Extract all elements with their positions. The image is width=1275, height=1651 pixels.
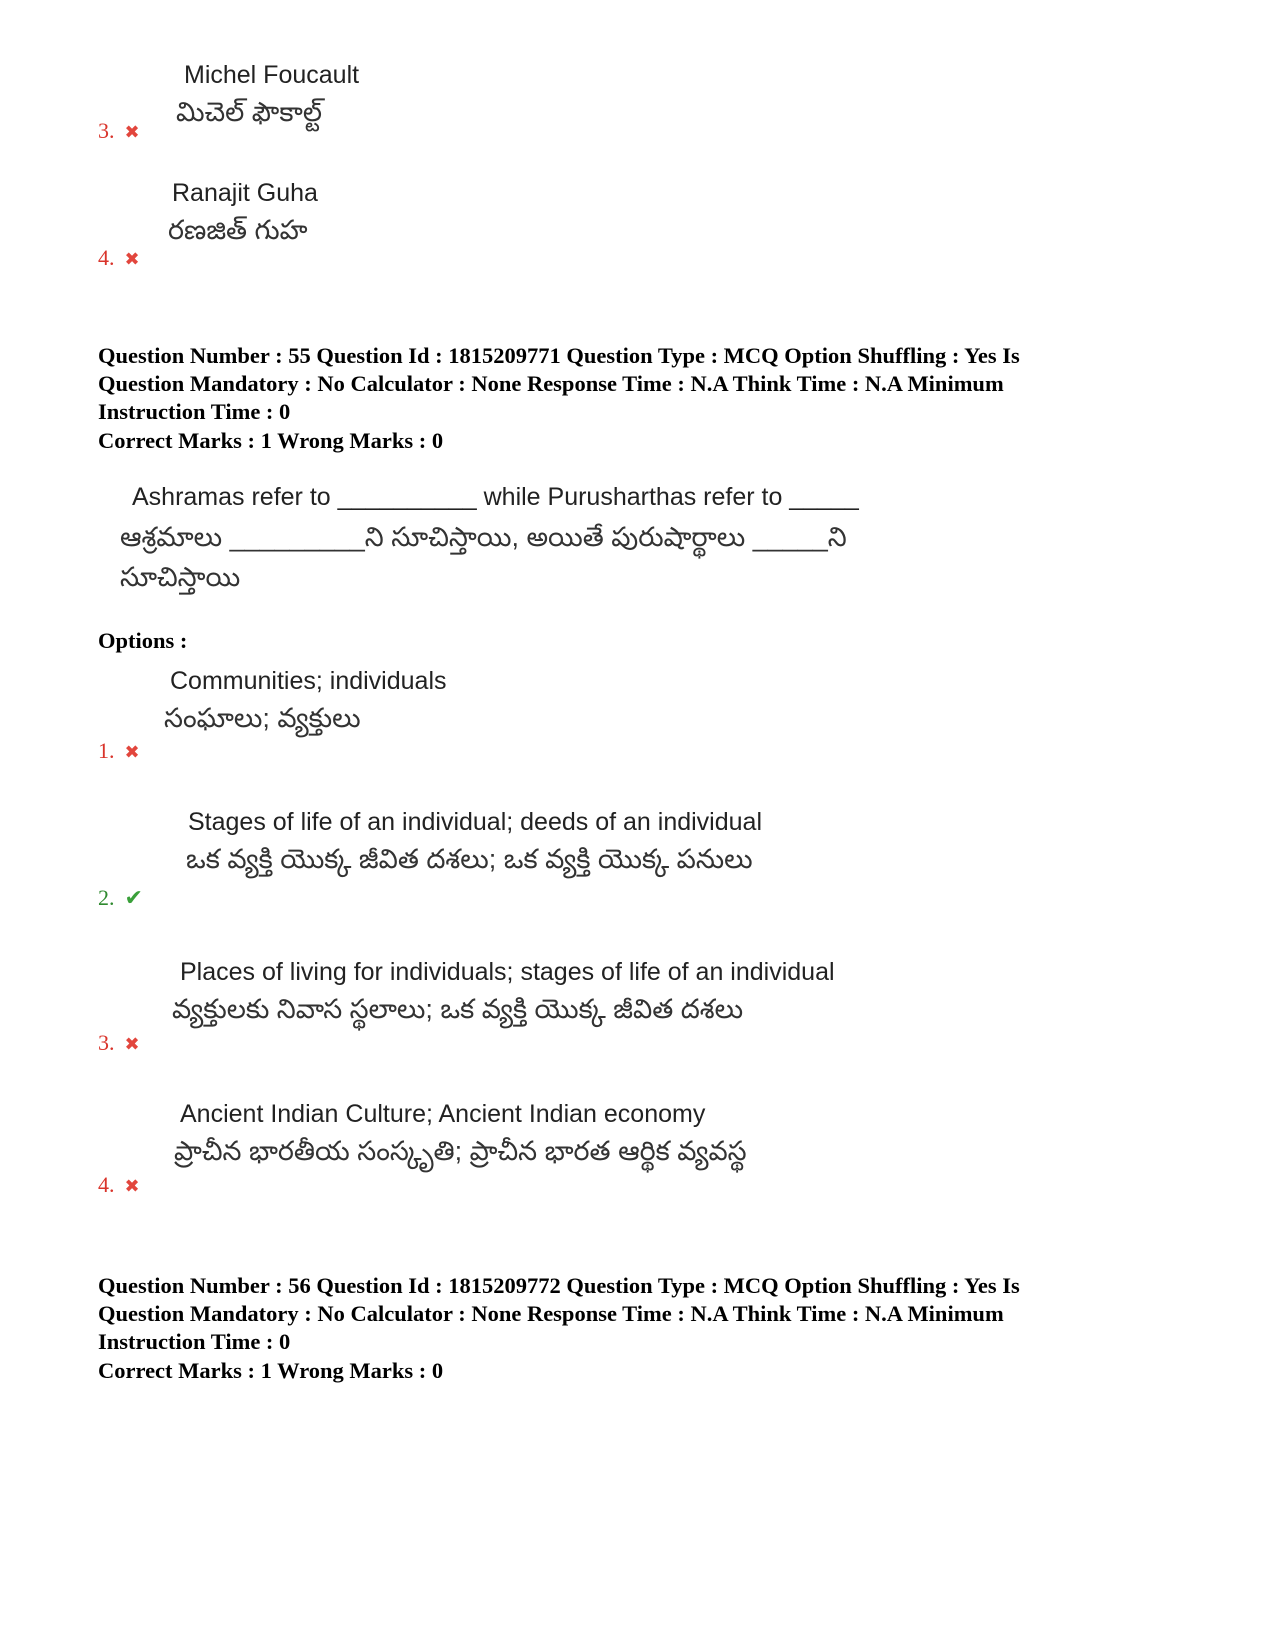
option-number xyxy=(98,885,143,912)
option-number xyxy=(98,118,140,146)
question-meta-line: Question Mandatory : No Calculator : None Response Time : N.A Think Time : N.A Minimum xyxy=(98,371,1004,396)
cross-icon: ✖ xyxy=(124,249,140,270)
option-text-en: Ancient Indian Culture; Ancient Indian economy xyxy=(180,1100,706,1128)
option-image xyxy=(176,58,359,132)
check-icon: ✔ xyxy=(124,886,143,911)
question-meta-line: Question Number : 55 Question Id : 1815209771 Question Type : MCQ Option Shuffling : Yes Is xyxy=(98,343,1020,368)
option-text-te: మిచెల్ ఫౌకాల్ట్ xyxy=(176,97,322,127)
question-marks: Correct Marks : 1 Wrong Marks : 0 xyxy=(98,1358,444,1383)
cross-icon: ✖ xyxy=(124,1176,140,1197)
question-stem-te: సూచిస్తాయి xyxy=(120,562,241,592)
cross-icon: ✖ xyxy=(124,122,140,143)
question-meta xyxy=(98,342,1178,426)
option-number-label: 3. xyxy=(98,1030,115,1055)
question-meta-line: Instruction Time : 0 xyxy=(98,399,291,424)
option-number xyxy=(98,245,140,273)
question-marks: Correct Marks : 1 Wrong Marks : 0 xyxy=(98,428,444,453)
question-meta-line: Question Mandatory : No Calculator : None Response Time : N.A Think Time : N.A Minimum xyxy=(98,1301,1004,1326)
option-text-en: Communities; individuals xyxy=(170,667,447,695)
option-number-label: 2. xyxy=(98,885,115,910)
option-image xyxy=(164,664,447,738)
option-text-te: సంఘాలు; వ్యక్తులు xyxy=(164,703,361,733)
option-number xyxy=(98,1030,140,1058)
option-text-te: ఒక వ్యక్తి యొక్క జీవిత దశలు; ఒక వ్యక్తి యొక్క పనులు xyxy=(186,844,753,874)
option-image xyxy=(186,805,762,879)
question-meta-line: Question Number : 56 Question Id : 1815209772 Question Type : MCQ Option Shuffling : Yes Is xyxy=(98,1273,1020,1298)
question-stem-image xyxy=(120,478,859,598)
option-text-en: Ranajit Guha xyxy=(172,179,318,207)
option-text-en: Stages of life of an individual; deeds of an individual xyxy=(188,808,762,836)
option-number-label: 4. xyxy=(98,245,115,270)
option-image xyxy=(168,176,318,250)
option-text-te: వ్యక్తులకు నివాస స్థలాలు; ఒక వ్యక్తి యొక్క జీవిత దశలు xyxy=(172,994,744,1024)
option-image xyxy=(174,1097,747,1171)
cross-icon: ✖ xyxy=(124,742,140,763)
option-image xyxy=(172,955,835,1029)
option-number xyxy=(98,738,140,766)
option-text-en: Michel Foucault xyxy=(184,61,360,89)
question-stem-en: Ashramas refer to __________ while Purusharthas refer to _____ xyxy=(132,483,859,511)
option-text-te: రణజిత్ గుహ xyxy=(168,215,308,245)
option-text-en: Places of living for individuals; stages of life of an individual xyxy=(180,958,835,986)
option-number-label: 3. xyxy=(98,118,115,143)
option-number-label: 1. xyxy=(98,738,115,763)
question-meta xyxy=(98,1272,1178,1356)
option-text-te: ప్రాచీన భారతీయ సంస్కృతి; ప్రాచీన భారత ఆర్థిక వ్యవస్థ xyxy=(174,1136,747,1166)
options-label: Options : xyxy=(98,628,188,653)
option-number xyxy=(98,1172,140,1200)
option-number-label: 4. xyxy=(98,1172,115,1197)
cross-icon: ✖ xyxy=(124,1034,140,1055)
question-meta-line: Instruction Time : 0 xyxy=(98,1329,291,1354)
question-stem-te: ఆశ్రమాలు _________ని సూచిస్తాయి, అయితే పురుషార్థాలు _____ని xyxy=(120,522,847,552)
